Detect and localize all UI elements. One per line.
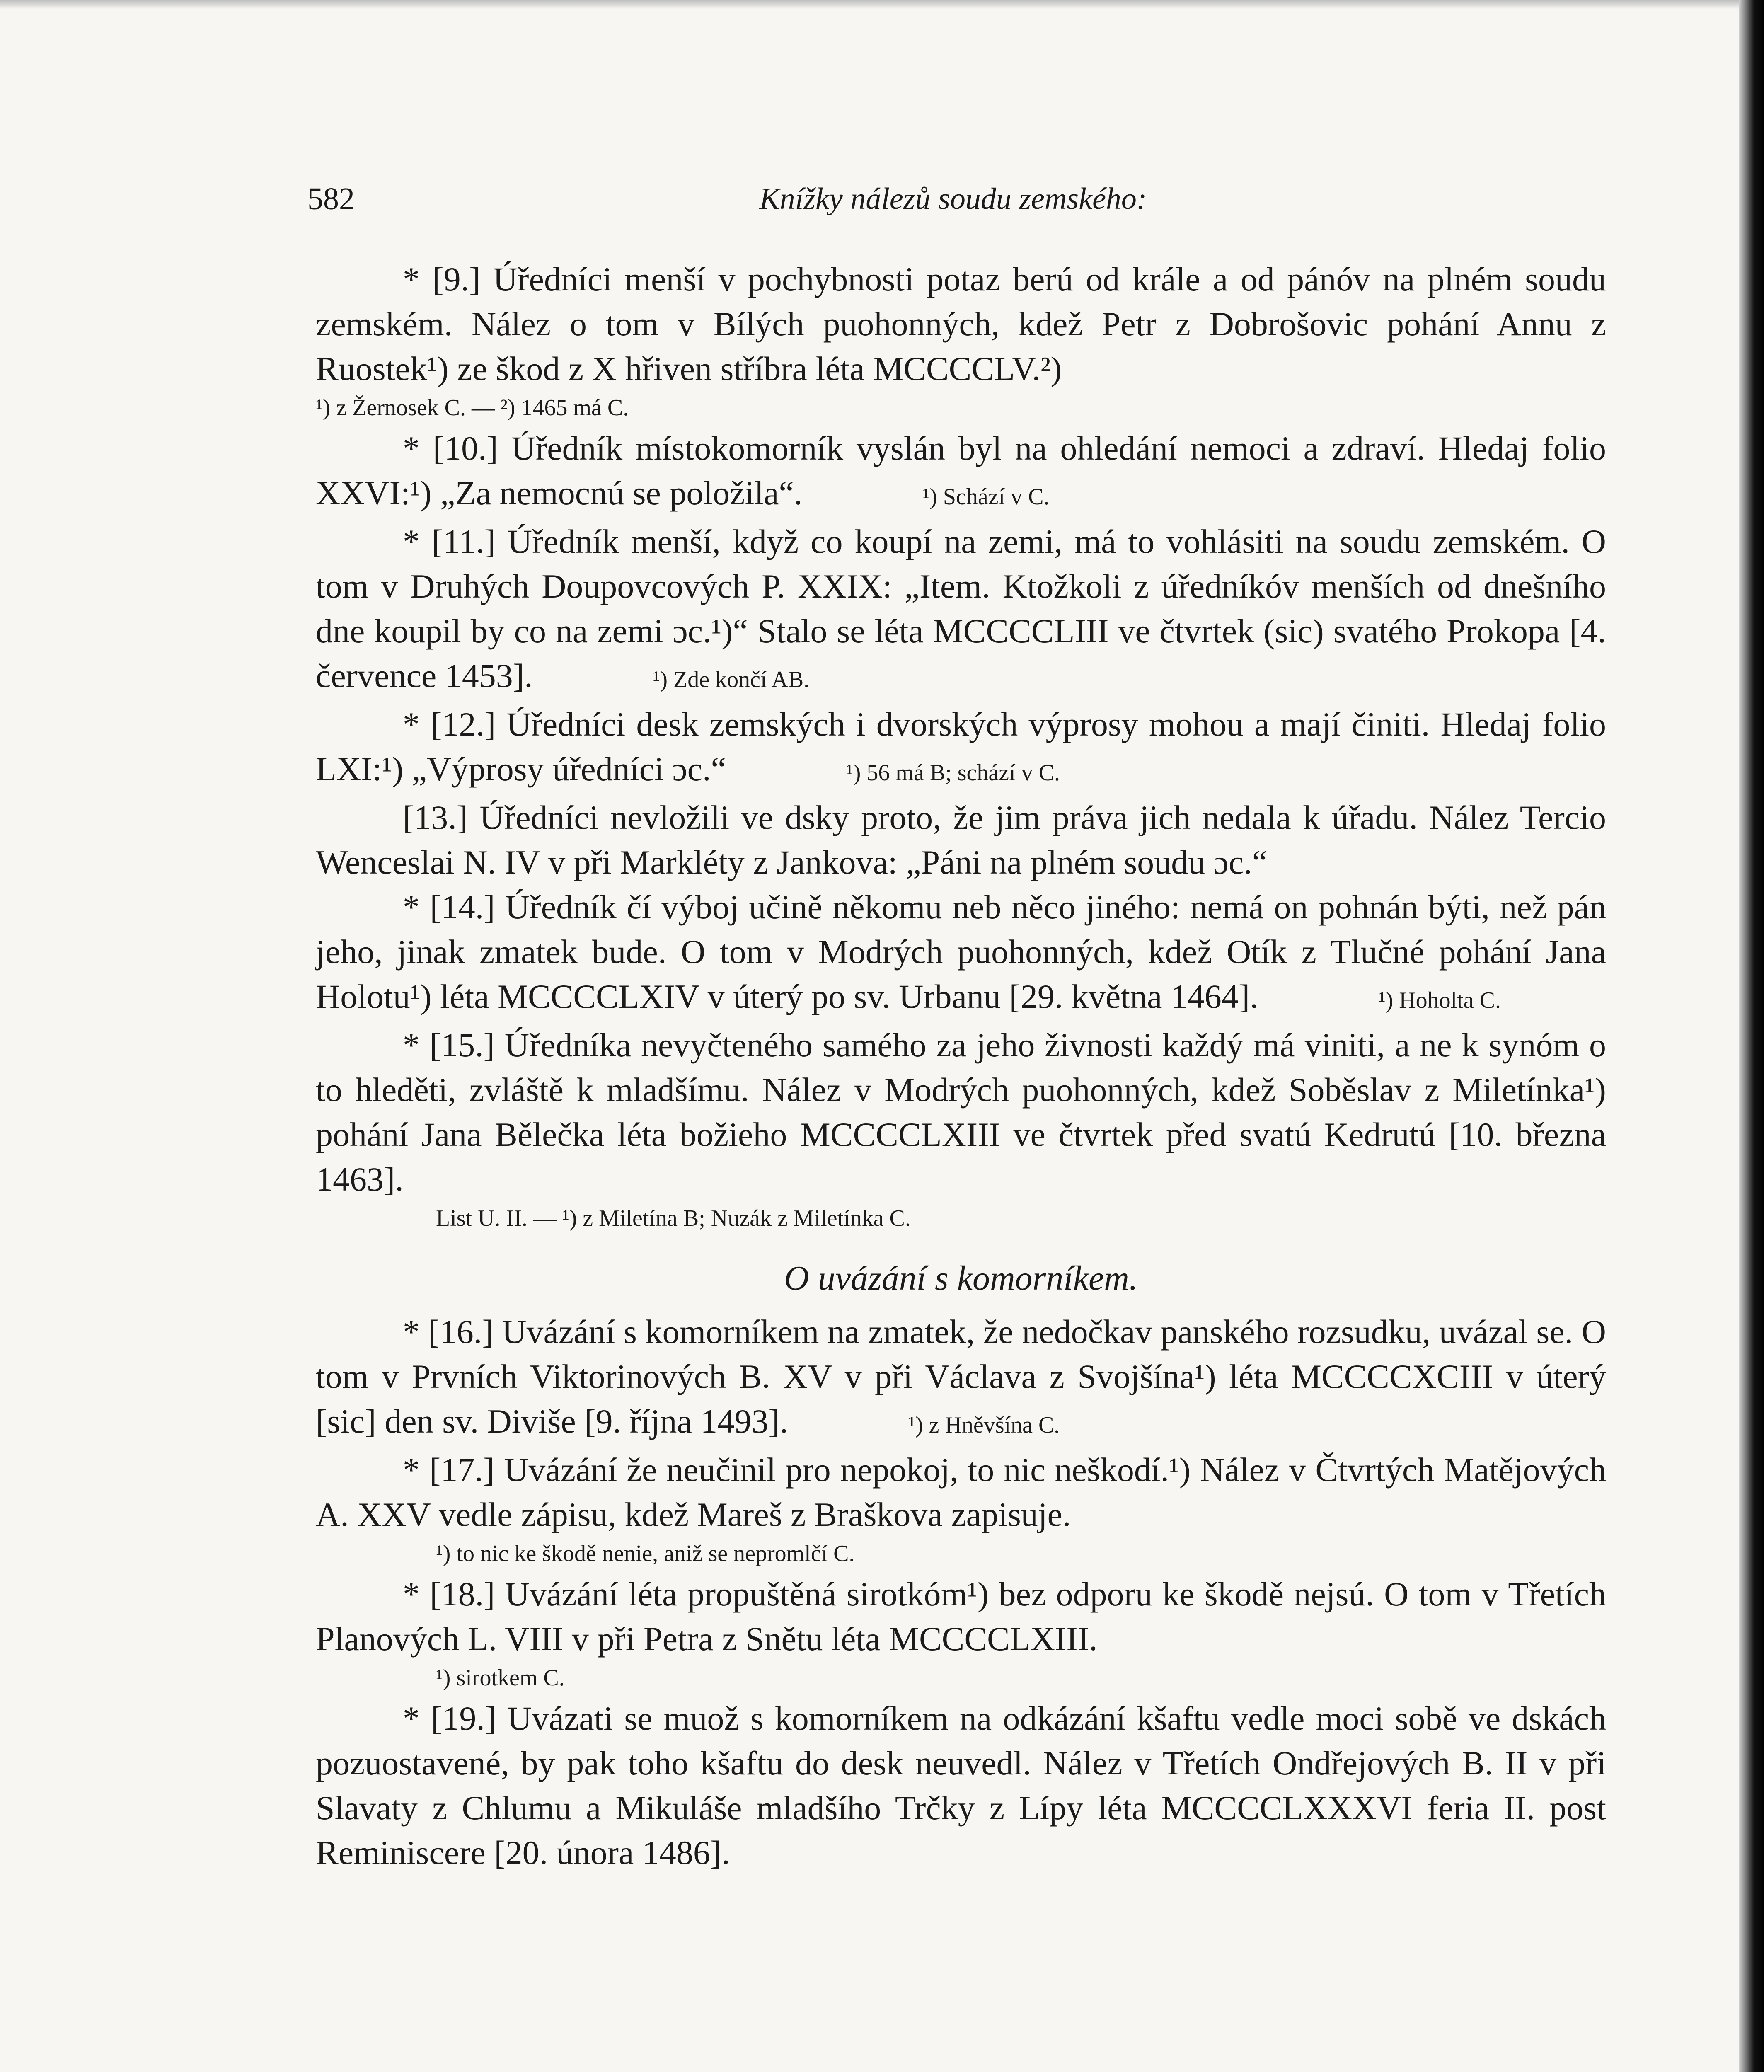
entry-11 (316, 519, 1606, 702)
entry-16 (316, 1310, 1606, 1447)
entry-11-text: * [11.] Úředník menší, když co koupí na zemi, má to vohlásiti na soudu zemském. O tom v Druhých Doupovcových P. XXIX: „Item. Ktožkoli z úředníkóv menších od dnešního dne koupil by co na zemi ɔc.¹)“ Stalo se léta MCCCCLIII ve čtvrtek (sic) svatého Prokopa [4. července 1453]. (316, 523, 1606, 695)
text-block (316, 257, 1606, 1875)
running-title: Knížky nálezů soudu zemského: (759, 182, 1147, 216)
entry-16-text: * [16.] Uvázání s komorníkem na zmatek, že nedočkav panského rozsudku, uvázal se. O tom v Prvních Viktorinových B. XV v při Václava z Svojšína¹) léta MCCCCXCIII v úterý [sic] den sv. Diviše [9. října 1493]. (316, 1313, 1606, 1440)
entry-13 (316, 795, 1606, 885)
footnote-18: ¹) sirotkem C. (436, 1665, 565, 1691)
entry-18 (316, 1572, 1606, 1661)
scan-edge-right (1739, 0, 1764, 2072)
entry-10 (316, 426, 1606, 519)
entry-14 (316, 885, 1606, 1023)
entry-10-text: * [10.] Úředník místokomorník vyslán byl na ohledání nemoci a zdraví. Hledaj folio XXVI:¹) „Za nemocnú se položila“. (316, 429, 1606, 512)
scan-edge-top (0, 0, 1764, 9)
footnote-17: ¹) to nic ke škodě nenie, aniž se nepromlčí C. (436, 1541, 855, 1566)
page-number: 582 (307, 182, 355, 216)
entry-12 (316, 702, 1606, 795)
footnote-9: ¹) z Žernosek C. — ²) 1465 má C. (316, 395, 629, 421)
entry-17 (316, 1447, 1606, 1537)
page-header (0, 176, 1764, 222)
entry-19 (316, 1696, 1606, 1875)
entry-12-text: * [12.] Úředníci desk zemských i dvorských výprosy mohou a mají činiti. Hledaj folio LXI:¹) „Výprosy úředníci ɔc.“ (316, 705, 1606, 788)
footnote-15: List U. II. — ¹) z Miletína B; Nuzák z Miletínka C. (436, 1205, 911, 1231)
footnote-12: ¹) 56 má B; schází v C. (846, 760, 1060, 786)
entry-9 (316, 257, 1606, 391)
entry-9-text: * [9.] Úředníci menší v pochybnosti potaz berú od krále a od pánóv na plném soudu zemském. Nález o tom v Bílých puohonných, kdež Petr z Dobrošovic pohání Annu z Ruostek¹) ze škod z X hřiven stříbra léta MCCCCLV.²) (316, 260, 1606, 387)
footnote-11: ¹) Zde končí AB. (653, 667, 810, 692)
entry-15 (316, 1023, 1606, 1202)
entry-18-text: * [18.] Uvázání léta propuštěná sirotkóm¹) bez odporu ke škodě nejsú. O tom v Třetích Planových L. VIII v při Petra z Snětu léta MCCCCLXIII. (316, 1575, 1606, 1658)
entry-17-text: * [17.] Uvázání že neučinil pro nepokoj, to nic neškodí.¹) Nález v Čtvrtých Matějových A. XXV vedle zápisu, kdež Mareš z Braškova zapisuje. (316, 1451, 1606, 1533)
entry-19-text: * [19.] Uvázati se muož s komorníkem na odkázání kšaftu vedle moci sobě ve dskách pozuostavené, by pak toho kšaftu do desk neuvedl. Nález v Třetích Ondřejových B. II v při Slavaty z Chlumu a Mikuláše mladšího Trčky z Lípy léta MCCCCLXXXVI feria II. post Reminiscere [20. února 1486]. (316, 1699, 1606, 1871)
footnote-10: ¹) Schází v C. (922, 484, 1050, 510)
footnote-14: ¹) Hoholta C. (1378, 988, 1501, 1013)
footnote-16: ¹) z Hněvšína C. (908, 1412, 1060, 1438)
entry-14-text: * [14.] Úředník čí výboj učině někomu neb něco jiného: nemá on pohnán býti, než pán jeho, jinak zmatek bude. O tom v Modrých puohonných, kdež Otík z Tlučné pohání Jana Holotu¹) léta MCCCCLXIV v úterý po sv. Urbanu [29. května 1464]. (316, 888, 1606, 1015)
entry-15-text: * [15.] Úředníka nevyčteného samého za jeho živnosti každý má viniti, a ne k synóm o to hleděti, zvláště k mladšímu. Nález v Modrých puohonných, kdež Soběslav z Miletínka¹) pohání Jana Bělečka léta božieho MCCCCLXIII ve čtvrtek před svatú Kedrutú [10. března 1463]. (316, 1026, 1606, 1198)
section-heading: O uvázání s komorníkem. (784, 1259, 1138, 1297)
entry-13-text: [13.] Úředníci nevložili ve dsky proto, že jim práva jich nedala k úřadu. Nález Tercio Wenceslai N. IV v při Markléty z Jankova: „Páni na plném soudu ɔc.“ (316, 799, 1606, 881)
